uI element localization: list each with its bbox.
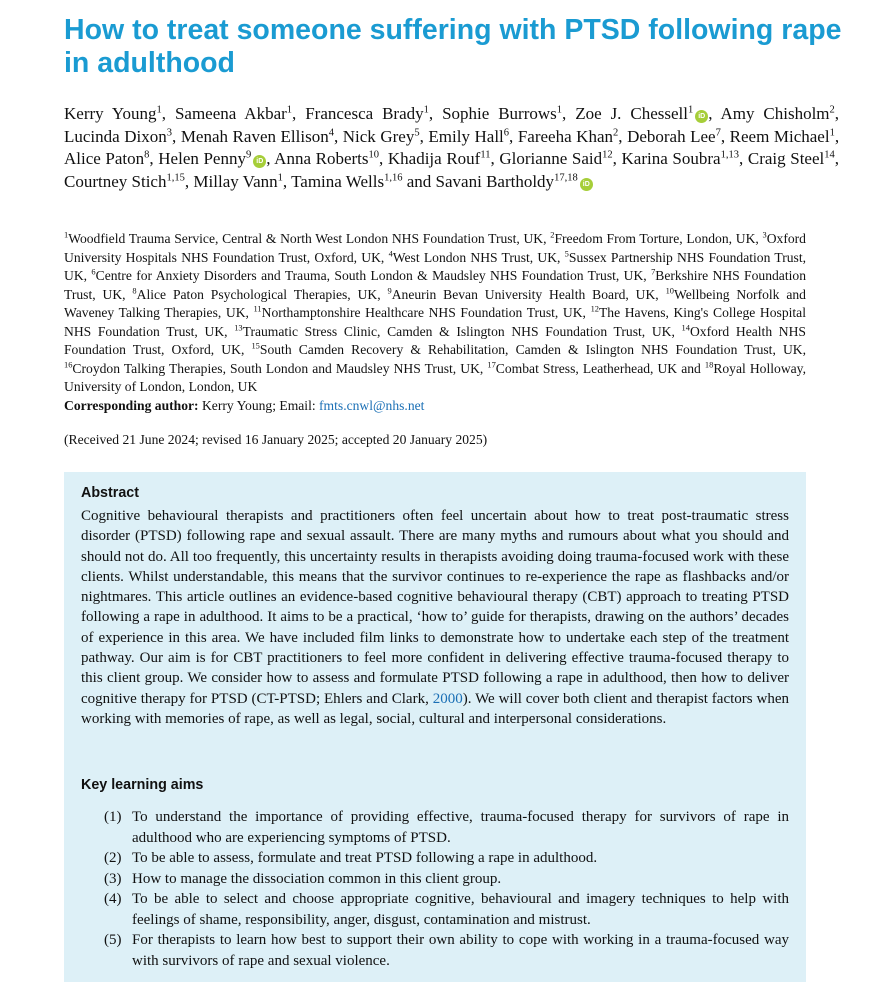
affiliation-text: Aneurin Bevan University Health Board, UK,: [391, 286, 666, 302]
author: [158, 149, 266, 168]
author-separator: ,: [266, 149, 275, 168]
author-separator: ,: [490, 149, 500, 168]
learning-aim-item: [104, 869, 789, 890]
learning-aim-text: To be able to assess, formulate and treat PTSD following a rape in adulthood.: [132, 850, 598, 866]
affiliation-number: 10: [665, 284, 675, 295]
learning-aim-item: [104, 848, 789, 869]
abstract-box: [64, 472, 806, 982]
author-name: Courtney Stich: [64, 171, 167, 191]
author: [305, 104, 429, 123]
author-name: Sophie Burrows: [442, 104, 557, 123]
author-affiliation-marker: 1,13: [720, 149, 739, 161]
author-name: Savani Bartholdy: [435, 171, 555, 191]
affiliation-text: South Camden Recovery & Rehabilitation, Camden & Islington NHS Foundation Trust, UK,: [259, 342, 807, 357]
author-separator: ,: [562, 104, 576, 123]
author-affiliation-marker: 1: [156, 104, 162, 116]
affiliation-number: 7: [651, 266, 656, 277]
author: [622, 149, 739, 168]
author-name: Kerry Young: [64, 104, 157, 123]
author-separator: ,: [834, 126, 840, 146]
author-affiliation-marker: 1: [829, 126, 835, 138]
affiliation-number: 9: [387, 284, 392, 295]
affiliation-list: [64, 231, 806, 394]
abstract-text-part-2: ). We will cover both client and therapist factors when working with memories of rape, as well as legal, social, cultural and interpersonal considerations.: [81, 690, 789, 727]
author-separator: ,: [379, 149, 388, 168]
author-affiliation-marker: 6: [503, 126, 510, 138]
author-name: Anna Roberts: [274, 149, 369, 168]
author-affiliation-marker: 3: [166, 126, 173, 138]
affiliation-text: Freedom From Torture, London, UK,: [554, 231, 763, 246]
affiliation-number: 16: [64, 358, 73, 369]
author-separator: ,: [428, 104, 443, 123]
affiliation-text: Northamptonshire Healthcare NHS Foundation Trust, UK,: [261, 305, 591, 320]
author-name: Deborah Lee: [627, 126, 716, 146]
received-dates: (Received 21 June 2024; revised 16 January 2025; accepted 20 January 2025): [64, 432, 488, 447]
author-affiliation-marker: 10: [368, 149, 380, 161]
author-name: Karina Soubra: [621, 149, 721, 168]
author-name: Tamina Wells: [291, 171, 385, 191]
author-affiliation-marker: 4: [328, 126, 334, 138]
affiliation-text: Traumatic Stress Clinic, Camden & Islington NHS Foundation Trust, UK,: [242, 323, 682, 339]
author-name: Alice Paton: [64, 149, 145, 168]
affiliation-text: West London NHS Trust, UK,: [392, 249, 565, 265]
author-separator: and: [402, 171, 436, 191]
abstract-heading: Abstract: [81, 485, 139, 501]
author: [343, 127, 420, 146]
learning-aim-number: (2): [104, 850, 122, 866]
affiliation-text: Alice Paton Psychological Therapies, UK,: [136, 286, 388, 302]
author-separator: ,: [282, 171, 292, 191]
author-name: Zoe J. Chessell: [575, 104, 688, 123]
author-name: Francesca Brady: [305, 104, 424, 123]
learning-aim-item: [104, 807, 789, 848]
affiliation-number: 4: [388, 247, 393, 258]
author-separator: ,: [834, 104, 840, 123]
affiliation-number: 17: [487, 358, 496, 369]
author: [518, 127, 618, 146]
author-separator: ,: [333, 126, 343, 146]
orcid-icon[interactable]: iD: [253, 155, 266, 168]
author: [730, 127, 835, 146]
author-name: Fareeha Khan: [517, 126, 613, 146]
affiliation-text: The Havens, King's College Hospital NHS Foundation Trust, UK,: [64, 305, 806, 339]
author-affiliation-marker: 1,15: [166, 171, 185, 183]
affiliation-number: 3: [762, 229, 767, 240]
learning-aim-text: How to manage the dissociation common in this client group.: [132, 870, 502, 887]
author: [274, 149, 379, 168]
learning-aim-number: (1): [104, 809, 122, 825]
author-affiliation-marker: 2: [613, 126, 619, 138]
corresponding-text: Kerry Young; Email:: [198, 397, 320, 413]
learning-aim-number: (3): [104, 870, 122, 887]
author-separator: ,: [419, 126, 429, 146]
author-name: Sameena Akbar: [174, 104, 287, 123]
author: [193, 172, 282, 191]
orcid-icon[interactable]: iD: [580, 178, 593, 191]
author-affiliation-marker: 9: [245, 149, 252, 161]
author-separator: ,: [618, 126, 628, 146]
corresponding-email-link[interactable]: fmts.cnwl@nhs.net: [319, 397, 425, 413]
affiliation-text: Berkshire NHS Foundation Trust, UK,: [64, 268, 806, 302]
author-affiliation-marker: 1: [286, 104, 293, 116]
author-affiliation-marker: 5: [414, 126, 420, 138]
affiliation-text: Oxford University Hospitals NHS Foundation Trust, Oxford, UK,: [64, 231, 806, 265]
author-affiliation-marker: 1: [556, 104, 563, 116]
author-name: Glorianne Said: [499, 149, 603, 168]
author-separator: ,: [834, 149, 840, 168]
key-learning-aims-heading: Key learning aims: [81, 777, 204, 793]
affiliation-number: 11: [253, 303, 262, 314]
author: [499, 149, 612, 168]
learning-aim-text: To understand the importance of providing effective, trauma-focused therapy for survivors of rape in adulthood who are experiencing symptoms of PTSD.: [132, 809, 789, 846]
affiliation-number: 1: [64, 229, 69, 240]
author: [720, 104, 834, 123]
author: [64, 172, 185, 191]
author-affiliation-marker: 1,16: [384, 171, 403, 183]
author: [291, 172, 402, 191]
affiliation-text: Woodfield Trauma Service, Central & North West London NHS Foundation Trust, UK,: [68, 231, 551, 246]
learning-aim-item: [104, 930, 789, 971]
affiliation-number: 18: [704, 358, 714, 369]
author-name: Menah Raven Ellison: [180, 126, 329, 146]
author: [575, 104, 708, 123]
learning-aim-number: (4): [104, 891, 122, 907]
author-affiliation-marker: 7: [715, 126, 721, 138]
affiliation-text: Centre for Anxiety Disorders and Trauma, South London & Maudsley NHS Foundation Trust, UK,: [95, 268, 652, 283]
affiliation-text: Sussex Partnership NHS Foundation Trust, UK,: [64, 249, 806, 283]
affiliation-text: Wellbeing Norfolk and Waveney Talking Therapies, UK,: [64, 286, 806, 320]
author-affiliation-marker: 8: [144, 149, 150, 161]
key-learning-aims-list: [104, 807, 789, 971]
learning-aim-text: For therapists to learn how best to support their own ability to cope with working in a trauma-focused way with survivors of rape and sexual violence.: [132, 932, 789, 969]
learning-aim-item: [104, 889, 789, 930]
affiliation-number: 5: [564, 247, 569, 258]
author-name: Amy Chisholm: [720, 104, 830, 123]
affiliation-number: 15: [251, 340, 260, 351]
author-name: Khadija Rouf: [387, 149, 481, 168]
citation-link-2000[interactable]: 2000: [432, 690, 463, 707]
author-separator: ,: [509, 126, 518, 146]
author-affiliation-marker: 1: [687, 104, 694, 116]
affiliation-number: 13: [234, 321, 243, 332]
paper-title: How to treat someone suffering with PTSD following rape in adulthood: [64, 14, 842, 79]
author-name: Emily Hall: [428, 126, 504, 146]
author-separator: ,: [739, 149, 748, 168]
author-name: Nick Grey: [342, 126, 415, 146]
author: [64, 104, 162, 123]
learning-aim-number: (5): [104, 932, 122, 948]
author-affiliation-marker: 11: [480, 149, 491, 161]
author-affiliation-marker: 2: [829, 104, 835, 116]
author-list: [64, 103, 839, 193]
author-affiliation-marker: 17,18: [554, 171, 578, 183]
affiliation-number: 12: [590, 303, 599, 314]
author-separator: ,: [292, 104, 306, 123]
author-separator: ,: [184, 171, 194, 191]
author: [181, 127, 334, 146]
author-affiliation-marker: 12: [602, 149, 613, 161]
affiliation-number: 2: [550, 229, 555, 240]
affiliation-number: 8: [132, 284, 137, 295]
author: [64, 127, 172, 146]
orcid-icon[interactable]: iD: [695, 110, 708, 123]
author: [442, 104, 562, 123]
author-affiliation-marker: 14: [824, 149, 835, 161]
author: [627, 127, 721, 146]
affiliation-number: 14: [681, 321, 690, 332]
author: [64, 149, 149, 168]
author-separator: ,: [161, 104, 175, 123]
author-name: Lucinda Dixon: [64, 126, 167, 146]
abstract-text-part-1: Cognitive behavioural therapists and practitioners often feel uncertain about how to treat post-traumatic stress disorder (PTSD) following rape and sexual assault. There are many myths and rumours about what you should and should not do. All too frequently, this uncertainty results in therapists avoiding doing trauma-focused work with these clients. Whilst understandable, this means that the survivor continues to re-experience the rape as flashbacks and/or nightmares. This article outlines an evidence-based cognitive behavioural therapy (CBT) approach to treating PTSD following a rape in adulthood. It aims to be a practical, ‘how to’ guide for therapists, drawing on the authors’ decades of experience in this area. We have included film links to demonstrate how to undertake each step of the treatment pathway. Our aim is for CBT practitioners to feel more confident in delivering effective trauma-focused therapy to this client group. We consider how to assess and formulate PTSD following a rape in adulthood, then how to deliver cognitive therapy for PTSD (CT-PTSD; Ehlers and Clark,: [81, 508, 789, 707]
affiliations: [64, 230, 806, 415]
author-separator: ,: [172, 126, 181, 146]
affiliation-text: Croydon Talking Therapies, South London and Maudsley NHS Trust, UK,: [72, 360, 488, 376]
affiliation-text: Combat Stress, Leatherhead, UK and: [495, 360, 705, 376]
author-separator: ,: [720, 126, 730, 146]
corresponding-label: Corresponding author:: [64, 397, 199, 413]
author-separator: ,: [708, 104, 721, 123]
affiliation-text: Oxford Health NHS Foundation Trust, Oxford, UK,: [64, 323, 806, 357]
author-name: Millay Vann: [193, 171, 278, 191]
corresponding-author: [64, 397, 806, 416]
author-separator: ,: [149, 149, 159, 168]
author-name: Reem Michael: [729, 126, 830, 146]
affiliation-text: Royal Holloway, University of London, London, UK: [64, 360, 806, 394]
author: [388, 149, 491, 168]
author-name: Craig Steel: [747, 149, 825, 168]
author: [748, 149, 835, 168]
learning-aim-text: To be able to select and choose appropriate cognitive, behavioural and imagery techniques to help with feelings of shame, responsibility, anger, disgust, contamination and mistrust.: [132, 891, 789, 928]
abstract-text: [81, 506, 789, 729]
author-affiliation-marker: 1: [277, 171, 283, 183]
author: [436, 172, 593, 191]
author-affiliation-marker: 1: [423, 104, 429, 116]
author: [175, 104, 292, 123]
author: [428, 127, 509, 146]
author-name: Helen Penny: [158, 149, 246, 168]
affiliation-number: 6: [91, 266, 96, 277]
author-separator: ,: [612, 149, 622, 168]
